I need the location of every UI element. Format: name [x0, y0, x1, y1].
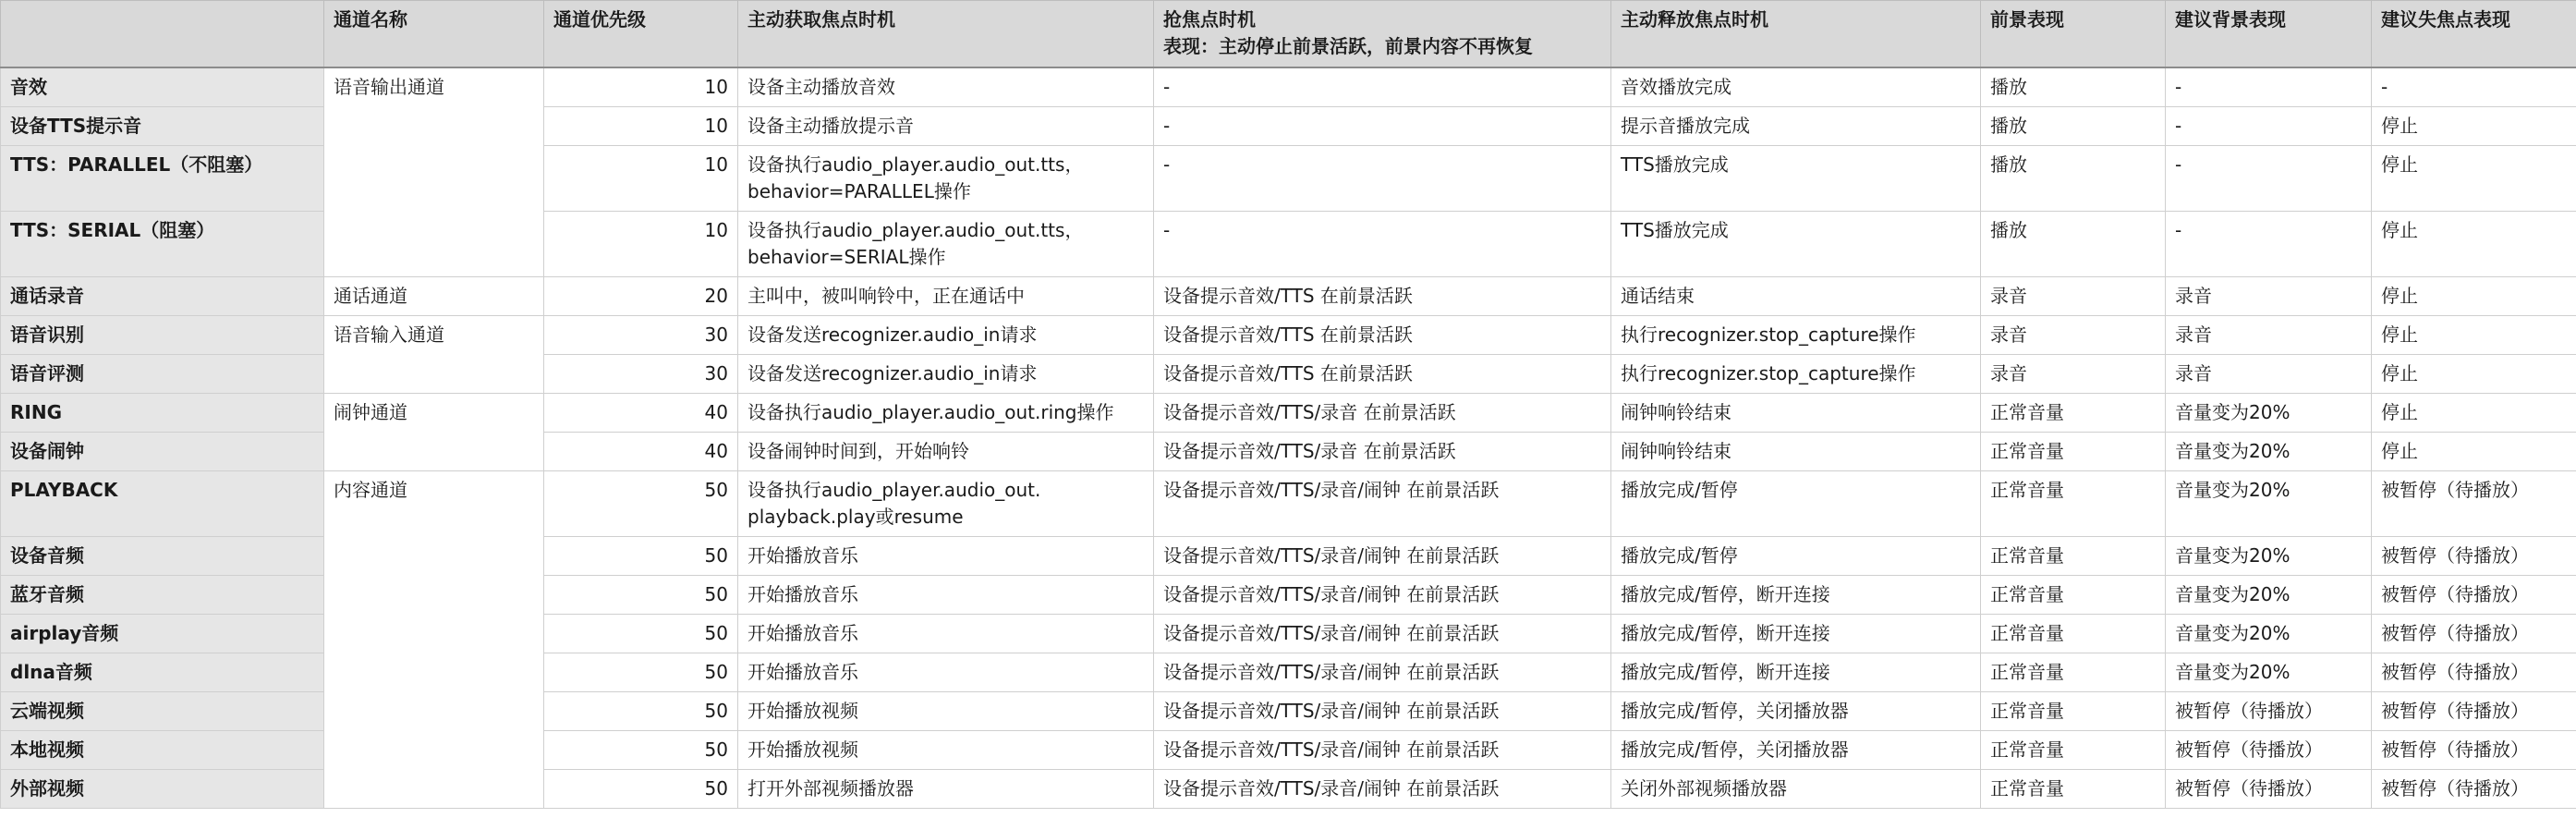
lose-focus-cell: 被暂停（待播放）	[2372, 576, 2576, 615]
background-cell: -	[2166, 67, 2372, 107]
release-timing-cell: 播放完成/暂停，断开连接	[1611, 576, 1981, 615]
table-row	[1, 394, 2576, 433]
lose-focus-cell: 被暂停（待播放）	[2372, 770, 2576, 809]
acquire-timing-cell: 开始播放音乐	[738, 653, 1154, 692]
background-cell: 音量变为20%	[2166, 615, 2372, 653]
background-cell: 音量变为20%	[2166, 576, 2372, 615]
background-cell: 音量变为20%	[2166, 537, 2372, 576]
priority-cell: 50	[544, 770, 738, 809]
acquire-timing-cell: 设备执行audio_player.audio_out.tts， behavior=SERIAL操作	[738, 212, 1154, 277]
background-cell: 音量变为20%	[2166, 433, 2372, 471]
channel-name-cell: 闹钟通道	[324, 394, 544, 471]
header-row	[1, 1, 2576, 68]
preempt-timing-cell: 设备提示音效/TTS/录音 在前景活跃	[1154, 394, 1611, 433]
release-timing-cell: TTS播放完成	[1611, 146, 1981, 212]
acquire-timing-cell: 主叫中，被叫响铃中，正在通话中	[738, 277, 1154, 316]
preempt-timing-cell: 设备提示音效/TTS/录音/闹钟 在前景活跃	[1154, 576, 1611, 615]
acquire-timing-cell: 设备执行audio_player.audio_out.tts， behavior=PARALLEL操作	[738, 146, 1154, 212]
background-cell: -	[2166, 146, 2372, 212]
row-label-cell: PLAYBACK	[1, 471, 324, 537]
lose-focus-cell: 被暂停（待播放）	[2372, 537, 2576, 576]
acquire-timing-cell: 设备执行audio_player.audio_out. playback.play或resume	[738, 471, 1154, 537]
release-timing-cell: TTS播放完成	[1611, 212, 1981, 277]
background-cell: 音量变为20%	[2166, 653, 2372, 692]
priority-cell: 50	[544, 692, 738, 731]
background-cell: 录音	[2166, 277, 2372, 316]
foreground-cell: 正常音量	[1981, 731, 2166, 770]
table-row	[1, 67, 2576, 107]
row-label-cell: 设备TTS提示音	[1, 107, 324, 146]
acquire-timing-cell: 开始播放视频	[738, 731, 1154, 770]
lose-focus-cell: 停止	[2372, 394, 2576, 433]
lose-focus-cell: 被暂停（待播放）	[2372, 471, 2576, 537]
foreground-cell: 正常音量	[1981, 653, 2166, 692]
lose-focus-cell: 被暂停（待播放）	[2372, 731, 2576, 770]
lose-focus-cell: 停止	[2372, 316, 2576, 355]
foreground-cell: 录音	[1981, 355, 2166, 394]
release-timing-cell: 播放完成/暂停，关闭播放器	[1611, 692, 1981, 731]
foreground-cell: 正常音量	[1981, 394, 2166, 433]
background-cell: -	[2166, 212, 2372, 277]
background-cell: -	[2166, 107, 2372, 146]
row-label-cell: 设备音频	[1, 537, 324, 576]
preempt-timing-cell: 设备提示音效/TTS/录音/闹钟 在前景活跃	[1154, 537, 1611, 576]
preempt-timing-cell: -	[1154, 212, 1611, 277]
row-label-cell: 音效	[1, 67, 324, 107]
foreground-cell: 播放	[1981, 146, 2166, 212]
acquire-timing-cell: 设备主动播放音效	[738, 67, 1154, 107]
acquire-timing-cell: 开始播放音乐	[738, 537, 1154, 576]
preempt-header-title: 抢焦点时机	[1163, 8, 1256, 31]
table-row	[1, 316, 2576, 355]
foreground-cell: 播放	[1981, 212, 2166, 277]
preempt-timing-cell: 设备提示音效/TTS/录音/闹钟 在前景活跃	[1154, 692, 1611, 731]
background-cell: 被暂停（待播放）	[2166, 692, 2372, 731]
priority-cell: 10	[544, 212, 738, 277]
priority-cell: 40	[544, 394, 738, 433]
release-timing-cell: 播放完成/暂停，断开连接	[1611, 615, 1981, 653]
table-body	[1, 67, 2576, 809]
background-cell: 录音	[2166, 355, 2372, 394]
release-timing-cell: 播放完成/暂停	[1611, 537, 1981, 576]
lose-focus-cell: 停止	[2372, 277, 2576, 316]
lose-focus-cell: 停止	[2372, 433, 2576, 471]
release-timing-cell: 提示音播放完成	[1611, 107, 1981, 146]
release-timing-cell: 播放完成/暂停，关闭播放器	[1611, 731, 1981, 770]
priority-cell: 40	[544, 433, 738, 471]
priority-cell: 10	[544, 107, 738, 146]
priority-cell: 10	[544, 146, 738, 212]
table-row	[1, 471, 2576, 537]
lose-focus-cell: 被暂停（待播放）	[2372, 653, 2576, 692]
header-cell-foreground: 前景表现	[1981, 1, 2166, 68]
preempt-timing-cell: -	[1154, 67, 1611, 107]
acquire-timing-cell: 设备闹钟时间到，开始响铃	[738, 433, 1154, 471]
release-timing-cell: 播放完成/暂停，断开连接	[1611, 653, 1981, 692]
foreground-cell: 正常音量	[1981, 692, 2166, 731]
header-cell-row-label	[1, 1, 324, 68]
release-timing-cell: 关闭外部视频播放器	[1611, 770, 1981, 809]
channel-name-cell: 语音输入通道	[324, 316, 544, 394]
preempt-header-note: 表现：主动停止前景活跃，前景内容不再恢复	[1163, 35, 1533, 57]
header-cell-priority: 通道优先级	[544, 1, 738, 68]
lose-focus-cell: 停止	[2372, 107, 2576, 146]
row-label-cell: 语音评测	[1, 355, 324, 394]
release-timing-cell: 闹钟响铃结束	[1611, 394, 1981, 433]
row-label-cell: 通话录音	[1, 277, 324, 316]
background-cell: 被暂停（待播放）	[2166, 770, 2372, 809]
preempt-timing-cell: 设备提示音效/TTS/录音/闹钟 在前景活跃	[1154, 615, 1611, 653]
foreground-cell: 正常音量	[1981, 576, 2166, 615]
priority-cell: 50	[544, 576, 738, 615]
release-timing-cell: 执行recognizer.stop_capture操作	[1611, 355, 1981, 394]
header-cell-channel-name: 通道名称	[324, 1, 544, 68]
foreground-cell: 正常音量	[1981, 433, 2166, 471]
acquire-timing-cell: 设备执行audio_player.audio_out.ring操作	[738, 394, 1154, 433]
background-cell: 被暂停（待播放）	[2166, 731, 2372, 770]
priority-cell: 30	[544, 355, 738, 394]
acquire-timing-cell: 打开外部视频播放器	[738, 770, 1154, 809]
row-label-cell: 外部视频	[1, 770, 324, 809]
acquire-timing-cell: 开始播放音乐	[738, 576, 1154, 615]
header-cell-lose-focus: 建议失焦点表现	[2372, 1, 2576, 68]
release-timing-cell: 音效播放完成	[1611, 67, 1981, 107]
row-label-cell: dlna音频	[1, 653, 324, 692]
lose-focus-cell: 停止	[2372, 212, 2576, 277]
preempt-timing-cell: 设备提示音效/TTS 在前景活跃	[1154, 316, 1611, 355]
priority-cell: 50	[544, 653, 738, 692]
lose-focus-cell: 被暂停（待播放）	[2372, 615, 2576, 653]
foreground-cell: 播放	[1981, 67, 2166, 107]
priority-cell: 50	[544, 615, 738, 653]
row-label-cell: TTS：SERIAL（阻塞）	[1, 212, 324, 277]
table-row	[1, 277, 2576, 316]
release-timing-cell: 闹钟响铃结束	[1611, 433, 1981, 471]
lose-focus-cell: 被暂停（待播放）	[2372, 692, 2576, 731]
preempt-timing-cell: 设备提示音效/TTS 在前景活跃	[1154, 277, 1611, 316]
release-timing-cell: 执行recognizer.stop_capture操作	[1611, 316, 1981, 355]
lose-focus-cell: 停止	[2372, 146, 2576, 212]
foreground-cell: 正常音量	[1981, 537, 2166, 576]
acquire-timing-cell: 开始播放视频	[738, 692, 1154, 731]
background-cell: 录音	[2166, 316, 2372, 355]
row-label-cell: airplay音频	[1, 615, 324, 653]
channel-name-cell: 内容通道	[324, 471, 544, 809]
priority-cell: 50	[544, 471, 738, 537]
row-label-cell: 本地视频	[1, 731, 324, 770]
row-label-cell: TTS：PARALLEL（不阻塞）	[1, 146, 324, 212]
priority-cell: 10	[544, 67, 738, 107]
preempt-timing-cell: 设备提示音效/TTS/录音 在前景活跃	[1154, 433, 1611, 471]
priority-cell: 50	[544, 537, 738, 576]
priority-cell: 20	[544, 277, 738, 316]
foreground-cell: 正常音量	[1981, 770, 2166, 809]
row-label-cell: 语音识别	[1, 316, 324, 355]
header-cell-acquire-timing: 主动获取焦点时机	[738, 1, 1154, 68]
release-timing-cell: 播放完成/暂停	[1611, 471, 1981, 537]
lose-focus-cell: -	[2372, 67, 2576, 107]
lose-focus-cell: 停止	[2372, 355, 2576, 394]
row-label-cell: 蓝牙音频	[1, 576, 324, 615]
background-cell: 音量变为20%	[2166, 394, 2372, 433]
header-cell-background: 建议背景表现	[2166, 1, 2372, 68]
preempt-timing-cell: 设备提示音效/TTS/录音/闹钟 在前景活跃	[1154, 653, 1611, 692]
foreground-cell: 正常音量	[1981, 471, 2166, 537]
foreground-cell: 播放	[1981, 107, 2166, 146]
row-label-cell: 设备闹钟	[1, 433, 324, 471]
release-timing-cell: 通话结束	[1611, 277, 1981, 316]
preempt-timing-cell: 设备提示音效/TTS/录音/闹钟 在前景活跃	[1154, 731, 1611, 770]
preempt-timing-cell: 设备提示音效/TTS 在前景活跃	[1154, 355, 1611, 394]
priority-cell: 30	[544, 316, 738, 355]
foreground-cell: 录音	[1981, 277, 2166, 316]
preempt-timing-cell: -	[1154, 146, 1611, 212]
preempt-timing-cell: 设备提示音效/TTS/录音/闹钟 在前景活跃	[1154, 770, 1611, 809]
header-cell-preempt-timing	[1154, 1, 1611, 68]
channel-name-cell: 语音输出通道	[324, 67, 544, 277]
background-cell: 音量变为20%	[2166, 471, 2372, 537]
row-label-cell: 云端视频	[1, 692, 324, 731]
row-label-cell: RING	[1, 394, 324, 433]
foreground-cell: 正常音量	[1981, 615, 2166, 653]
acquire-timing-cell: 设备发送recognizer.audio_in请求	[738, 355, 1154, 394]
header-cell-release-timing: 主动释放焦点时机	[1611, 1, 1981, 68]
preempt-timing-cell: 设备提示音效/TTS/录音/闹钟 在前景活跃	[1154, 471, 1611, 537]
acquire-timing-cell: 设备发送recognizer.audio_in请求	[738, 316, 1154, 355]
priority-cell: 50	[544, 731, 738, 770]
acquire-timing-cell: 设备主动播放提示音	[738, 107, 1154, 146]
foreground-cell: 录音	[1981, 316, 2166, 355]
preempt-timing-cell: -	[1154, 107, 1611, 146]
acquire-timing-cell: 开始播放音乐	[738, 615, 1154, 653]
channel-name-cell: 通话通道	[324, 277, 544, 316]
